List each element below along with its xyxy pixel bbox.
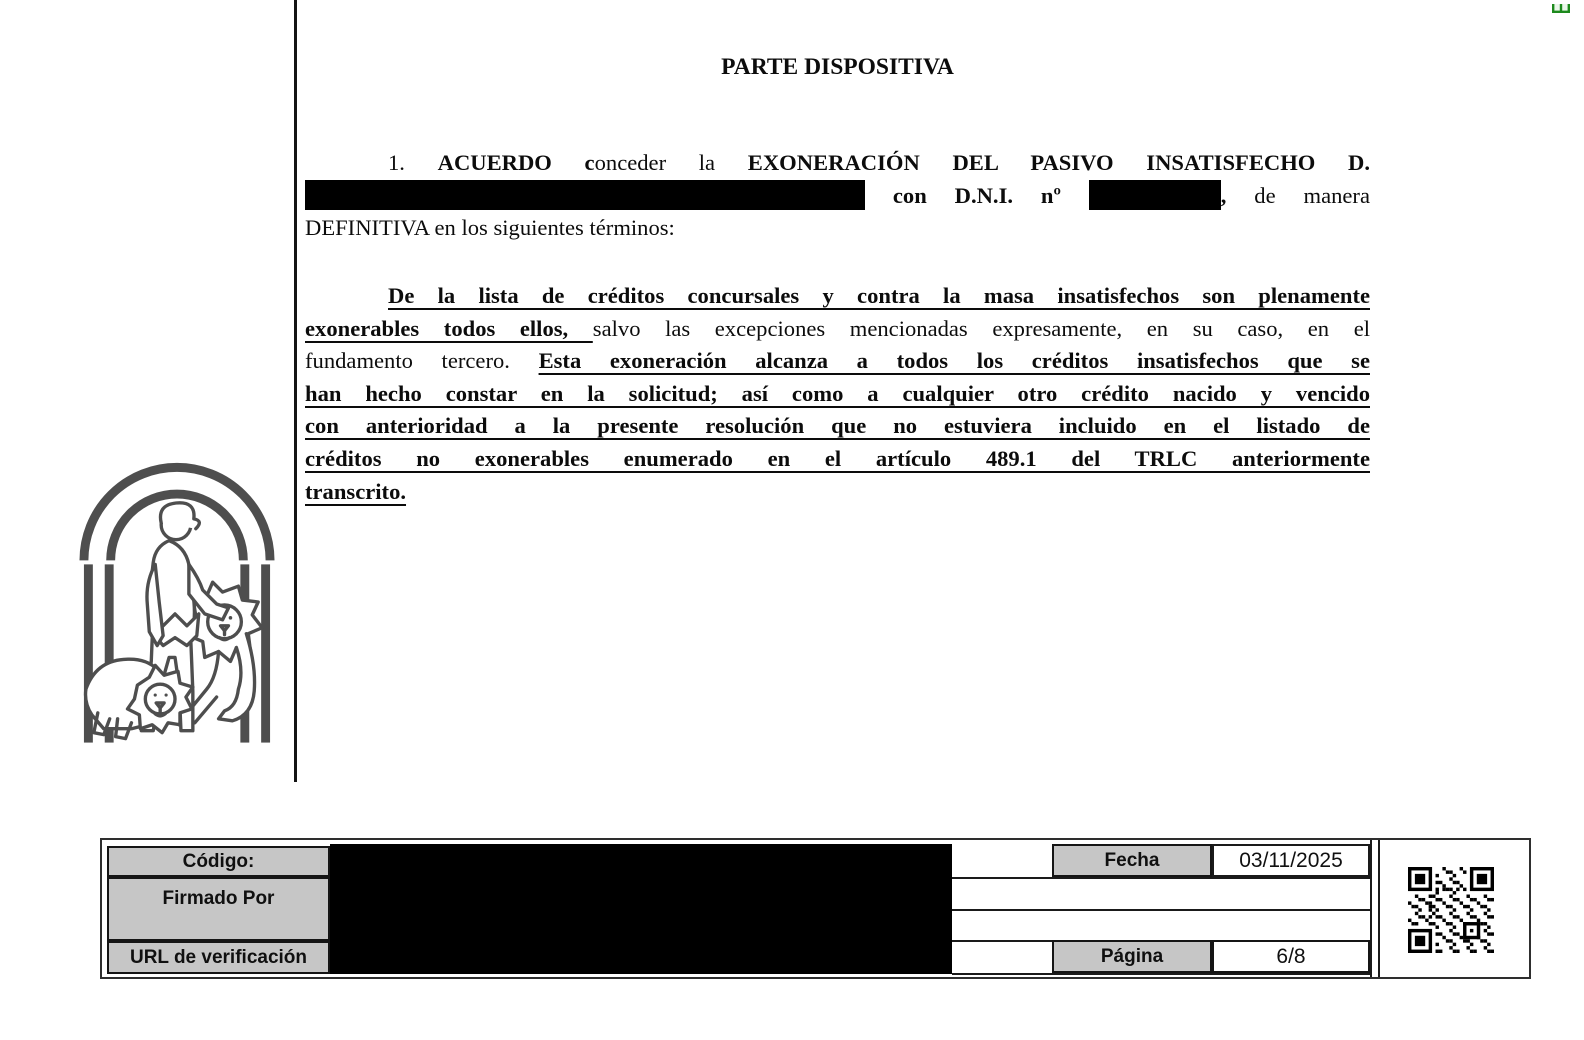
- text-segment: créditos no exonerables enumerado en el artículo 489.1 del TRLC anteriormente: [305, 445, 1370, 471]
- junta-de-andalucia-emblem: [78, 452, 276, 752]
- codigo-label-cell: Código:: [107, 846, 330, 877]
- text-line: [305, 180, 1370, 213]
- text-segment: ACUERDO c: [437, 150, 595, 175]
- text-segment: Esta exoneración alcanza a todos los créditos insatisfechos que se: [538, 348, 1370, 374]
- text-line: [305, 476, 1370, 509]
- page-title: PARTE DISPOSITIVA: [721, 54, 954, 80]
- text-segment: transcrito.: [305, 478, 407, 504]
- text-line: [305, 378, 1370, 411]
- green-partial-icon: [1552, 0, 1570, 9]
- text-line: [305, 313, 1370, 346]
- row-divider: [952, 877, 1370, 879]
- text-line: [305, 443, 1370, 476]
- margin-vertical-rule: [294, 0, 297, 782]
- paragraph-resolution: [305, 147, 1370, 245]
- document-body: [305, 0, 1370, 830]
- text-segment: salvo las excepciones mencionadas expresamente, en su caso, en el: [592, 315, 1370, 341]
- text-segment: ,: [1220, 182, 1227, 208]
- fecha-label-cell: Fecha: [1052, 844, 1212, 877]
- redacted-text: [305, 180, 865, 210]
- text-segment: exonerables todos ellos,: [305, 315, 593, 341]
- redacted-text: [1089, 180, 1221, 210]
- qr-section-divider: [1378, 840, 1380, 977]
- table-right-border: [1370, 840, 1372, 977]
- pagina-label-cell: Página: [1052, 940, 1212, 973]
- text-segment: con anterioridad a la presente resolución que no estuviera incluido en el listado de: [305, 413, 1370, 439]
- fecha-value-cell: 03/11/2025: [1212, 844, 1370, 877]
- url-verificacion-label-cell: URL de verificación: [107, 941, 330, 974]
- firmado-por-label-cell: Firmado Por: [107, 877, 330, 941]
- pagina-value-cell: 6/8: [1212, 940, 1370, 973]
- text-segment: De la lista de créditos concursales y contra la masa insatisfechos son plenamente: [388, 283, 1370, 308]
- text-line: [305, 345, 1370, 378]
- text-segment: [865, 183, 893, 208]
- redacted-signature-block: [330, 844, 952, 974]
- row-divider: [952, 973, 1370, 975]
- signature-footer-table: [100, 838, 1531, 979]
- text-line: [305, 212, 1370, 245]
- text-segment: onceder la: [594, 150, 748, 175]
- text-segment: con D.N.I. nº: [892, 182, 1089, 208]
- text-line: [305, 147, 1370, 180]
- text-segment: 1.: [388, 150, 438, 175]
- qr-code: [1408, 867, 1494, 953]
- text-segment: fundamento tercero.: [305, 348, 539, 374]
- paragraph-exoneration: [305, 280, 1370, 508]
- text-segment: han hecho constar en la solicitud; así como a cualquier otro crédito nacido y vencido: [305, 380, 1370, 406]
- text-line: [305, 410, 1370, 443]
- text-segment: EXONERACIÓN DEL PASIVO INSATISFECHO D.: [747, 150, 1371, 175]
- text-segment: DEFINITIVA en los siguientes términos:: [305, 215, 675, 241]
- text-segment: de manera: [1226, 182, 1370, 208]
- text-line: [305, 280, 1370, 313]
- row-divider: [952, 909, 1370, 911]
